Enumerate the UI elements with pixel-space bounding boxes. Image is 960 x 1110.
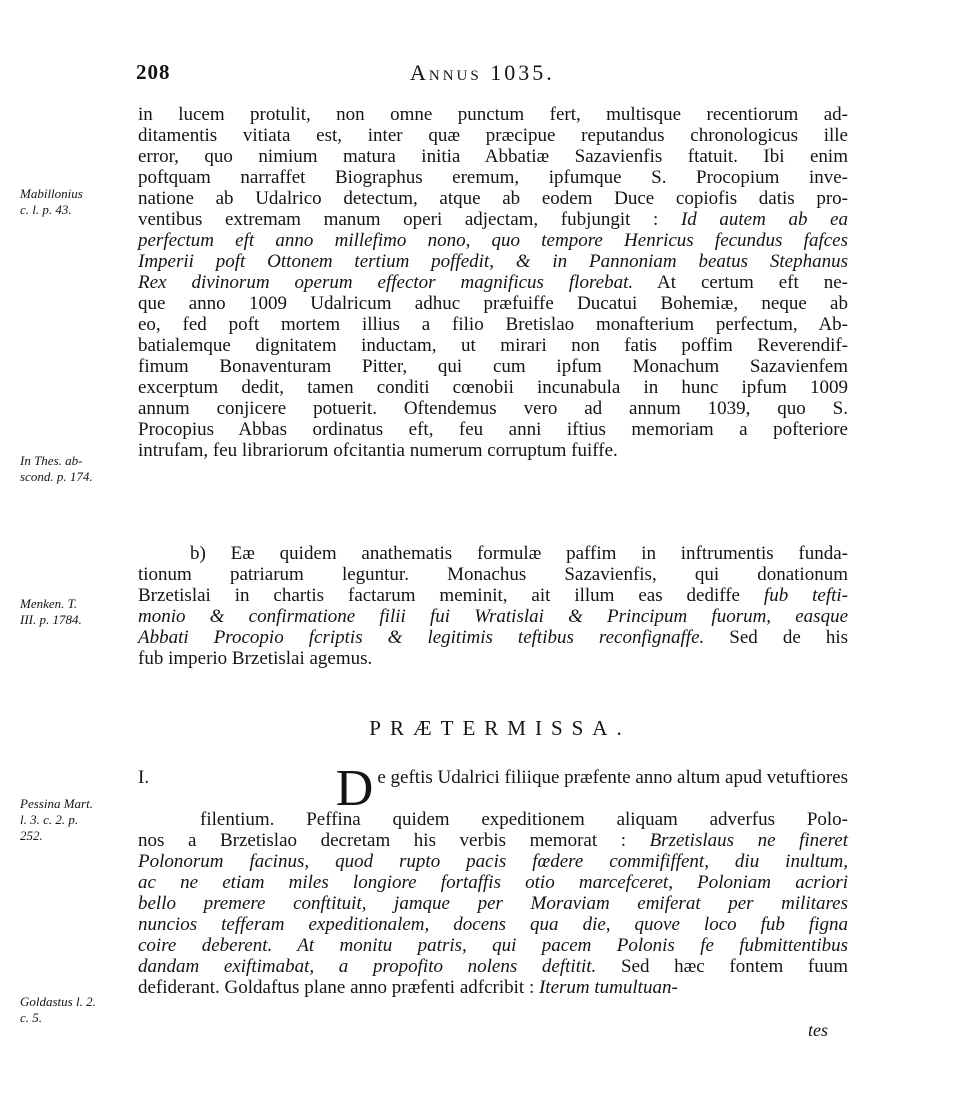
praetermissa-rest (138, 830, 848, 998)
text-line: e geftis Udalrici filiique præfente anno altum apud vetuftiores (377, 767, 848, 788)
text-line: bello premere conftituit, jamque per Moraviam emiferat per militares (138, 893, 848, 914)
page-number: 208 (136, 60, 171, 84)
marginal-note-line: III. p. 1784. (20, 612, 82, 627)
text-line: Rex divinorum operum effector magnificus florebat. At certum eft ne- (138, 272, 848, 293)
marginal-note-1 (20, 186, 130, 218)
text-line: dandam exiftimabat, a propofito nolens deftitit. Sed hæc fontem fuum (138, 956, 849, 977)
marginal-note-5 (20, 994, 130, 1026)
marginal-note-line: 252. (20, 828, 43, 843)
marginal-note-line: c. l. p. 43. (20, 202, 72, 217)
text-line: ac ne etiam miles longiore fortaffis otio marcefceret, Poloniam acriori (138, 872, 848, 893)
page-header (0, 60, 960, 94)
paragraph-note-b (138, 543, 848, 669)
paragraph-main (138, 104, 848, 461)
text-line: in lucem protulit, non omne punctum fert, multisque recentiorum ad- (138, 104, 848, 125)
marginal-note-line: In Thes. ab- (20, 453, 83, 468)
text-line: excerptum dedit, tamen conditi cœnobii incunabula in hunc ipfum 1009 (138, 377, 848, 398)
text-line: defiderant. Goldaftus plane anno præfenti adfcribit : Iterum tumultuan- (138, 977, 678, 998)
text-line: coire deberent. At monitu patris, qui pacem Polonis fe fubmittentibus (138, 935, 848, 956)
text-line: Procopius Abbas ordinatus eft, feu anni iftius memoriam a pofteriore (138, 419, 848, 440)
text-line: b) Eæ quidem anathematis formulæ paffim in inftrumentis funda- (190, 543, 848, 564)
section-number: I. (138, 767, 150, 788)
text-line: fub imperio Brzetislai agemus. (138, 648, 373, 669)
text-line: nos a Brzetislao decretam his verbis memorat : Brzetislaus ne fineret (138, 830, 849, 851)
text-line: annum conjicere potuerit. Oftendemus vero ad annum 1039, quo S. (138, 398, 848, 419)
text-line: Imperii poft Ottonem tertium poffedit, & in Pannoniam beatus Stephanus (138, 251, 848, 272)
text-line: tionum patriarum leguntur. Monachus Sazavienfis, qui donationum (138, 564, 848, 585)
text-line: fimum Bonaventuram Pitter, qui cum ipfum Monachum Sazavienfem (138, 356, 848, 377)
text-line: Abbati Procopio fcriptis & legitimis teftibus reconfignaffe. Sed de his (138, 627, 848, 648)
text-line: natione ab Udalrico detectum, atque ab eodem Duce copiofis datis pro- (138, 188, 848, 209)
text-line: Polonorum facinus, quod rupto pacis fœdere commififfent, diu inultum, (138, 851, 848, 872)
praetermissa-first-line (138, 760, 848, 817)
marginal-note-line: Mabillonius (20, 186, 83, 201)
text-line: ditamentis vitiata est, inter quæ præcipue reputandus chronologicus ille (138, 125, 848, 146)
text-line: que anno 1009 Udalricum adhuc præfuiffe Ducatui Bohemiæ, neque ab (138, 293, 848, 314)
drop-capital: D (335, 760, 374, 817)
paragraph-praetermissa (138, 760, 849, 998)
section-heading: PRÆTERMISSA. (369, 716, 631, 740)
marginal-note-4 (20, 796, 130, 844)
catchword: tes (808, 1020, 828, 1040)
marginal-note-line: Pessina Mart. (20, 796, 93, 811)
marginal-note-line: Menken. T. (20, 596, 78, 611)
marginal-note-line: c. 5. (20, 1010, 43, 1025)
marginal-note-line: l. 3. c. 2. p. (20, 812, 79, 827)
running-title: Annus 1035. (410, 60, 555, 85)
text-line: nuncios tefferam expeditionalem, docens qua die, quove loco fub figna (138, 914, 848, 935)
text-line: batialemque dignitatem inductam, ut mirari non fatis poffim Reverendif- (138, 335, 848, 356)
text-line: perfectum eft anno millefimo nono, quo tempore Henricus fecundus fafces (138, 230, 848, 251)
text-line: Brzetislai in chartis factarum meminit, ait illum eas dediffe fub tefti- (138, 585, 848, 606)
marginal-note-line: scond. p. 174. (20, 469, 93, 484)
marginal-note-2 (20, 453, 130, 485)
marginal-note-3 (20, 596, 130, 628)
text-line: filentium. Peffina quidem expeditionem aliquam adverfus Polo- (200, 809, 848, 830)
text-line: monio & confirmatione filii fui Wratislai & Principum fuorum, easque (138, 606, 848, 627)
text-line: poftquam narraffet Biographus eremum, ipfumque S. Procopium inve- (138, 167, 848, 188)
text-line: error, quo nimium matura initia Abbatiæ Sazavienfis ftatuit. Ibi enim (138, 146, 848, 167)
marginal-note-line: Goldastus l. 2. (20, 994, 96, 1009)
text-line: ventibus extremam manum operi adjectam, fubjungit : Id autem ab ea (138, 209, 848, 230)
text-line: eo, fed poft mortem illius a filio Bretislao monafterium perfectum, Ab- (138, 314, 848, 335)
text-line: intrufam, feu librariorum ofcitantia numerum corruptum fuiffe. (138, 440, 618, 461)
